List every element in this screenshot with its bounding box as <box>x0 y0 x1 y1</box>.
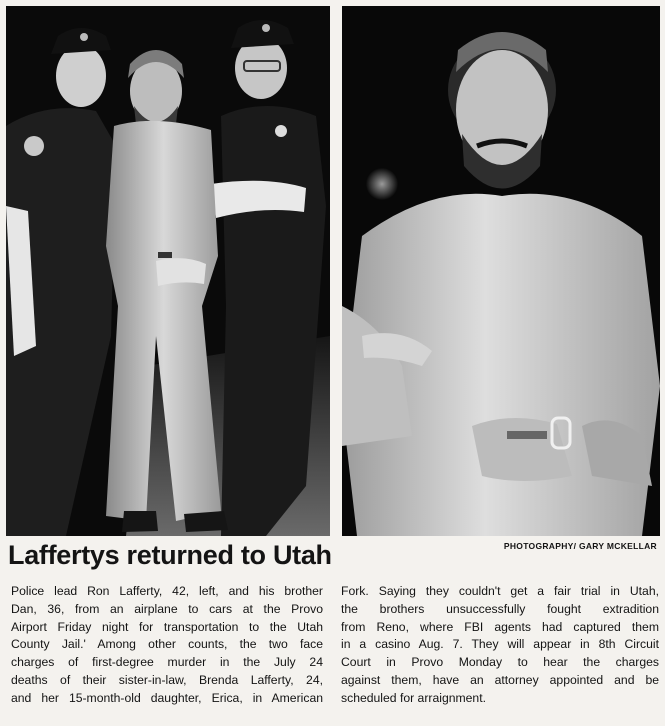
story-column-left <box>11 583 323 708</box>
story-line: scheduled for arraignment. <box>341 690 486 705</box>
story-line: Fork. Saying they couldn't get a fair trial in Utah, <box>341 584 659 598</box>
photo-right <box>342 6 660 536</box>
story-line: against them, have an attorney appointed and be <box>341 672 659 687</box>
headline: Laffertys returned to Utah <box>8 540 332 570</box>
story-line: Police lead Ron Lafferty, 42, left, and his brother <box>11 584 323 598</box>
story-line: and her 15-month-old daughter, Erica, in American <box>11 690 323 705</box>
story-line: from Reno, where FBI agents had captured them <box>341 619 659 634</box>
story-line: Dan, 36, from an airplane to cars at the Provo <box>11 601 323 616</box>
story-line: in a casino Aug. 7. They will appear in 8th Circuit <box>341 637 659 652</box>
story-line: the brothers unsuccessfully fought extradition <box>341 601 659 616</box>
story-column-right <box>341 583 659 708</box>
photo-credit: PHOTOGRAPHY/ GARY MCKELLAR <box>503 541 657 551</box>
story-line: Court in Provo Monday to hear the charges <box>341 655 659 670</box>
photo-left <box>6 6 330 536</box>
photo-left-image <box>6 6 330 536</box>
story-line: Airport Friday night for transportation to the Utah <box>11 619 323 634</box>
story-line: County Jail.' Among other counts, the two face <box>11 637 323 652</box>
story-line: deaths of their sister-in-law, Brenda Lafferty, 24, <box>11 672 323 687</box>
story-line: charges of first-degree murder in the July 24 <box>11 655 323 670</box>
photo-right-image <box>342 6 660 536</box>
